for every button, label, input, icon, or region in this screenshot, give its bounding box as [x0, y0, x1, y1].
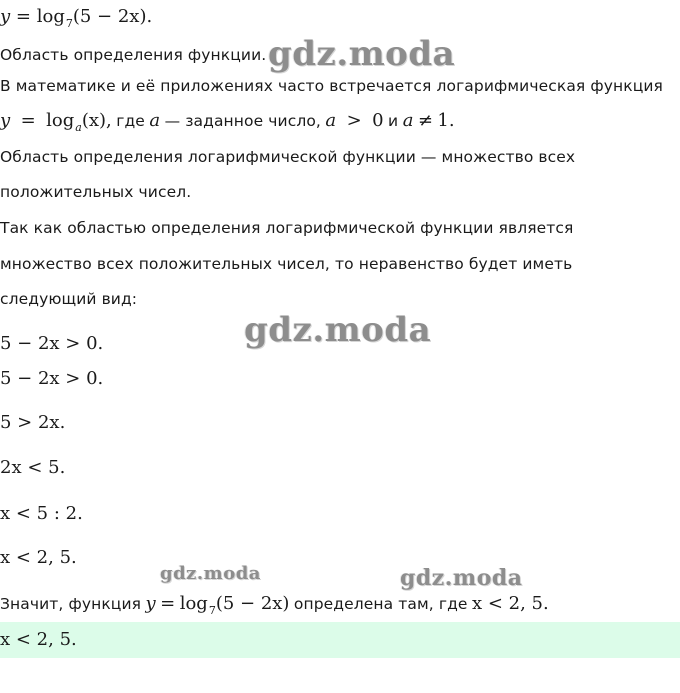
def-var-y: y [0, 110, 11, 131]
var-y: y [0, 6, 11, 27]
log-operator: log [36, 6, 65, 27]
def-equals: = [20, 110, 36, 131]
step-3: 5 > 2x. [0, 412, 66, 433]
paragraph-line2: множество всех положительных чисел, то неравенство будет иметь [0, 255, 573, 273]
step-6: x < 2, 5. [0, 547, 77, 568]
equals-sign: = [15, 6, 31, 27]
def-text-and: и [388, 112, 399, 130]
def-gt: > [346, 110, 362, 131]
log-argument: (5 − 2x). [72, 6, 153, 27]
def-log-base: a [75, 121, 82, 134]
step-2: 5 − 2x > 0. [0, 368, 104, 389]
log-base: 7 [65, 17, 73, 30]
def-zero: 0 [372, 110, 384, 131]
watermark-logo: gdz.moda [268, 34, 456, 74]
domain-title: Область определения функции. [0, 46, 267, 64]
conclusion-log-base: 7 [208, 604, 216, 617]
answer-text: x < 2, 5. [0, 629, 77, 650]
answer-box [0, 622, 680, 658]
def-text-where: где [116, 112, 145, 130]
conclusion-text-2: определена там, где [293, 595, 468, 613]
conclusion-log-argument: (5 − 2x) [215, 593, 290, 614]
def-var-a-2: a [325, 110, 337, 131]
watermark-logo: gdz.moda [400, 565, 523, 591]
definition-line [0, 110, 455, 134]
step-5: x < 5 : 2. [0, 503, 83, 524]
def-text-given: — заданное число, [164, 112, 321, 130]
def-var-a: a [149, 110, 161, 131]
paragraph-line3: следующий вид: [0, 290, 138, 308]
conclusion-equals: = [160, 593, 176, 614]
conclusion-text-1: Значит, функция [0, 595, 142, 613]
def-ne: ≠ [417, 110, 433, 131]
conclusion-line [0, 593, 549, 617]
step-1: 5 − 2x > 0. [0, 333, 104, 354]
def-log-operator: log [46, 110, 75, 131]
intro-text: В математике и её приложениях часто встречается логарифмическая функция [0, 77, 663, 95]
domain-definition-line2: положительных чисел. [0, 183, 192, 201]
step-4: 2x < 5. [0, 457, 66, 478]
conclusion-inequality: x < 2, 5. [471, 593, 549, 614]
watermark-logo: gdz.moda [160, 563, 261, 584]
function-formula [0, 6, 153, 30]
def-var-a-3: a [402, 110, 414, 131]
watermark-logo: gdz.moda [244, 310, 432, 350]
def-log-argument: (x), [81, 110, 112, 131]
domain-definition-line1: Область определения логарифмической функции — множество всех [0, 148, 576, 166]
conclusion-log: log [179, 593, 208, 614]
def-one: 1. [437, 110, 455, 131]
conclusion-var-y: y [145, 593, 156, 614]
paragraph-line1: Так как областью определения логарифмической функции является [0, 219, 574, 237]
